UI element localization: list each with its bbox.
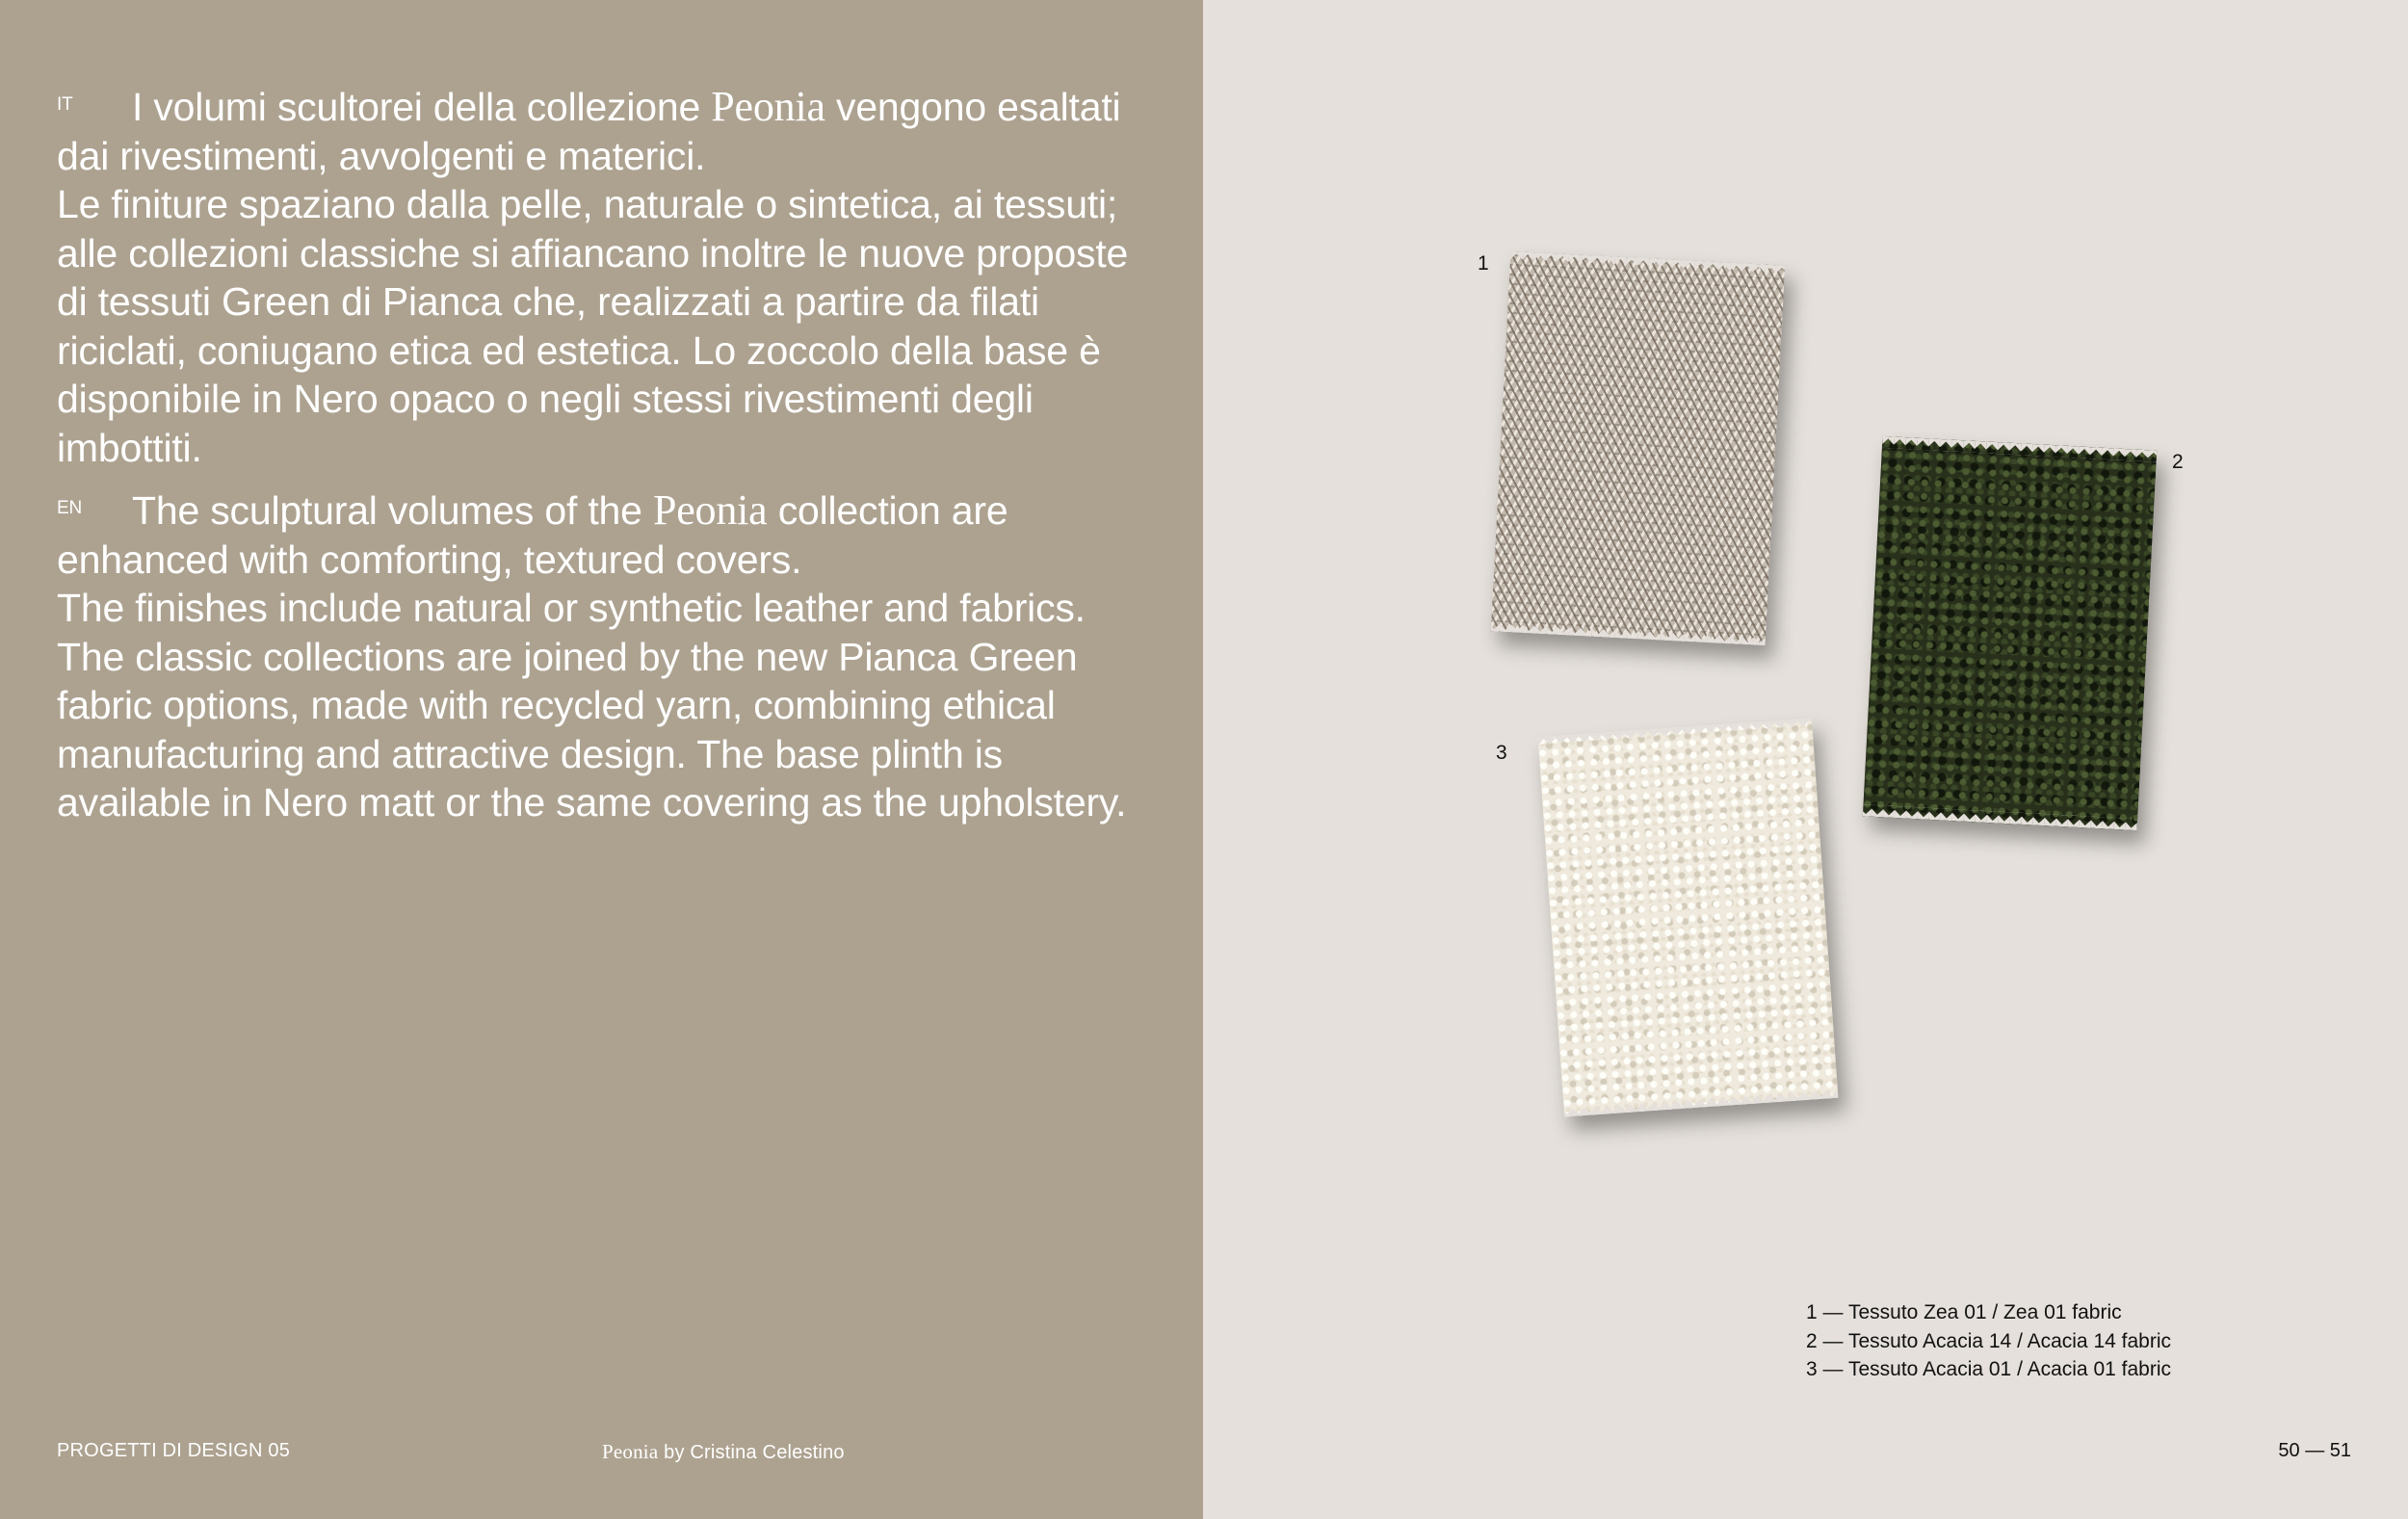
lang-tag-it: IT <box>57 94 73 115</box>
swatch-number-1: 1 <box>1478 252 1489 275</box>
fabric-swatch-3 <box>1538 719 1839 1117</box>
footer-title: Peonia by Cristina Celestino <box>602 1440 845 1463</box>
legend-item: 1 — Tessuto Zea 01 / Zea 01 fabric <box>1806 1301 2122 1323</box>
italian-intro: IT I volumi scultorei della collezione Peonia vengono esaltati dai rivestimenti, avvolgenti e materici. <box>57 83 1121 178</box>
italian-body: Le finiture spaziano dalla pelle, naturale o sintetica, ai tessuti; alle collezioni classiche si affiancano inoltre le nuove proposte di tessuti Green di Pianca che, realizzati a partire da filati riciclati, coniugano etica ed estetica. Lo zoccolo della base è disponibile in Nero opaco o negli stessi rivestimenti degli imbottiti. <box>57 182 1129 470</box>
fabric-legend <box>1806 1298 2171 1384</box>
footer-series: PROGETTI DI DESIGN 05 <box>57 1440 291 1461</box>
lang-tag-en: EN <box>57 498 82 518</box>
swatch-number-2: 2 <box>2172 451 2184 473</box>
legend-item: 3 — Tessuto Acacia 01 / Acacia 01 fabric <box>1806 1358 2171 1380</box>
fabric-swatch-1 <box>1491 251 1785 645</box>
swatch-number-3: 3 <box>1496 742 1507 764</box>
page-numbers: 50 — 51 <box>2278 1440 2351 1461</box>
collection-name: Peonia <box>652 486 768 534</box>
english-intro: EN The sculptural volumes of the Peonia collection are enhanced with comforting, textured covers. <box>57 486 1008 582</box>
english-body: The finishes include natural or synthetic leather and fabrics. The classic collections are joined by the new Pianca Green fabric options, made with recycled yarn, combining ethical manufacturing and attractive design. The base plinth is available in Nero matt or the same covering as the upholstery. <box>57 586 1127 825</box>
collection-name: Peonia <box>711 83 825 130</box>
fabric-swatch-2 <box>1863 436 2157 830</box>
legend-item: 2 — Tessuto Acacia 14 / Acacia 14 fabric <box>1806 1329 2171 1352</box>
